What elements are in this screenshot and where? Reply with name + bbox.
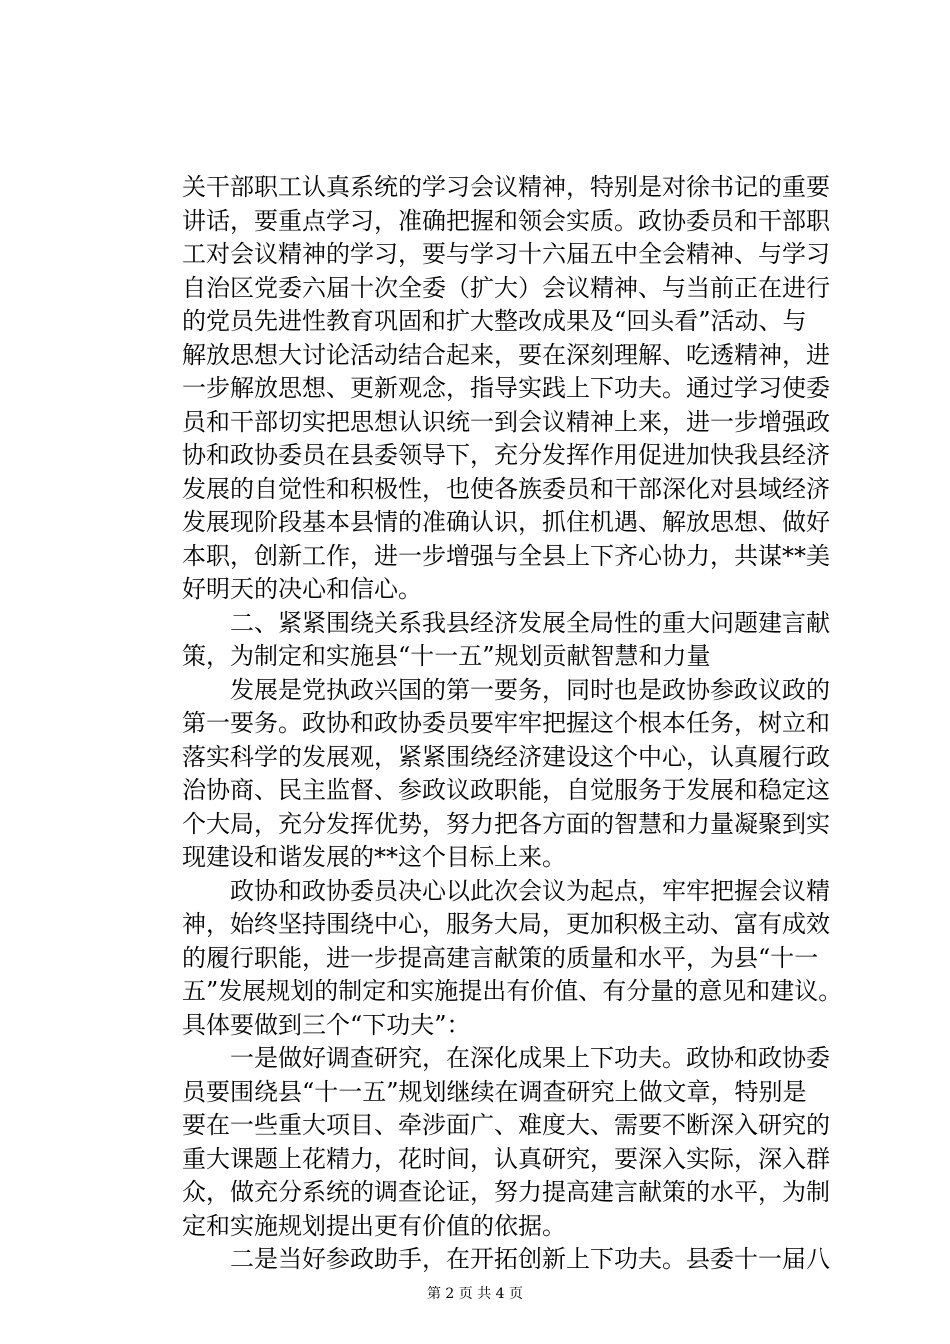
text-line: 定和实施规划提出更有价值的依据。	[182, 1211, 566, 1240]
text-line: 关干部职工认真系统的学习会议精神，特别是对徐书记的重要	[182, 173, 830, 201]
text-line: 讲话，要重点学习，准确把握和领会实质。政协委员和干部职	[182, 206, 830, 235]
text-line: 员要围绕县“十一五”规划继续在调查研究上做文章，特别是	[182, 1077, 807, 1106]
text-line: 治协商、民主监督、参政议政职能，自觉服务于发展和稳定这	[182, 776, 830, 804]
text-line: 协和政协委员在县委领导下，充分发挥作用促进加快我县经济	[182, 441, 830, 469]
document-body	[182, 171, 843, 1277]
text-line: 重大课题上花精力，花时间，认真研究，要深入实际，深入群	[182, 1144, 830, 1173]
text-line: 第一要务。政协和政协委员要牢牢把握这个根本任务，树立和	[182, 709, 830, 737]
text-line: 发展现阶段基本县情的准确认识，抓住机遇、解放思想、做好	[182, 508, 830, 536]
text-line: 政协和政协委员决心以此次会议为起点，牢牢把握会议精	[182, 876, 830, 905]
text-line: 神，始终坚持围绕中心，服务大局，更加积极主动、富有成效	[182, 910, 830, 938]
text-line: 二是当好参政助手，在开拓创新上下功夫。县委十一届八	[182, 1245, 830, 1273]
text-line: 工对会议精神的学习，要与学习十六届五中全会精神、与学习	[182, 240, 830, 268]
text-line: 五”发展规划的制定和实施提出有价值、有分量的意见和建议。	[182, 977, 843, 1005]
text-line: 个大局，充分发挥优势，努力把各方面的智慧和力量凝聚到实	[182, 809, 830, 838]
text-line: 众，做充分系统的调查论证，努力提高建言献策的水平，为制	[182, 1178, 830, 1206]
text-line: 好明天的决心和信心。	[182, 575, 422, 603]
page-footer: 第 2 页 共 4 页	[426, 1286, 524, 1302]
text-line: 现建设和谐发展的**这个目标上来。	[182, 843, 566, 871]
text-line: 的党员先进性教育巩固和扩大整改成果及“回头看”活动、与	[182, 307, 807, 335]
text-line: 具体要做到三个“下功夫”：	[182, 1010, 471, 1039]
text-line: 策，为制定和实施县“十一五”规划贡献智慧和力量	[182, 642, 711, 670]
text-line: 一步解放思想、更新观念，指导实践上下功夫。通过学习使委	[182, 374, 830, 402]
text-line: 自治区党委六届十次全委（扩大）会议精神、与当前正在进行	[182, 273, 830, 302]
text-line: 发展是党执政兴国的第一要务，同时也是政协参政议政的	[182, 675, 830, 704]
text-line: 二、紧紧围绕关系我县经济发展全局性的重大问题建言献	[182, 608, 830, 637]
text-line: 落实科学的发展观，紧紧围绕经济建设这个中心，认真履行政	[182, 742, 830, 771]
text-line: 要在一些重大项目、牵涉面广、难度大、需要不断深入研究的	[182, 1111, 830, 1139]
text-line: 解放思想大讨论活动结合起来，要在深刻理解、吃透精神，进	[182, 340, 830, 369]
text-line: 的履行职能，进一步提高建言献策的质量和水平，为县“十一	[182, 943, 819, 972]
text-line: 一是做好调查研究，在深化成果上下功夫。政协和政协委	[182, 1044, 830, 1072]
text-line: 发展的自觉性和积极性，也使各族委员和干部深化对县域经济	[182, 474, 830, 503]
text-line: 本职，创新工作，进一步增强与全县上下齐心协力，共谋**美	[182, 541, 830, 570]
text-line: 员和干部切实把思想认识统一到会议精神上来，进一步增强政	[182, 407, 830, 436]
